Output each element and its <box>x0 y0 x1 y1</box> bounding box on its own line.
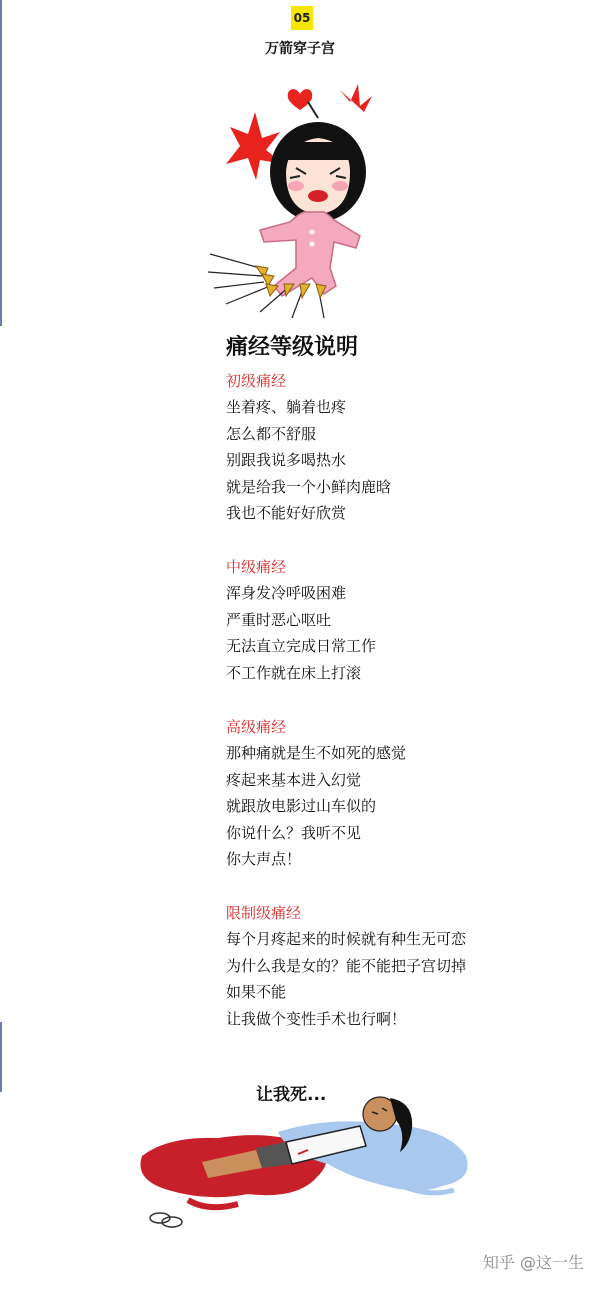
text-line: 就是给我一个小鲜肉鹿晗 <box>226 477 392 496</box>
section-number-badge: 05 <box>291 6 313 30</box>
section-level-1 <box>226 368 391 527</box>
section-heading: 高级痛经 <box>226 718 287 736</box>
text-line: 浑身发冷呼吸困难 <box>226 584 347 602</box>
text-line: 你说什么？我听不见 <box>226 823 362 842</box>
text-line: 坐着疼、躺着也疼 <box>226 398 347 416</box>
text-line: 不工作就在床上打滚 <box>226 663 362 682</box>
section-level-2 <box>226 554 376 686</box>
text-line: 就跟放电影过山车似的 <box>226 797 377 816</box>
watermark: 知乎 @这一生 <box>482 1253 584 1272</box>
text-line: 每个月疼起来的时候就有种生无可恋 <box>226 930 467 948</box>
text-line: 如果不能 <box>226 983 287 1002</box>
text-line: 怎么都不舒服 <box>226 424 317 443</box>
section-heading: 中级痛经 <box>226 558 287 576</box>
crying-girl-arrows-illustration <box>200 72 410 322</box>
text-line: 别跟我说多喝热水 <box>226 451 347 470</box>
text-line: 你大声点！ <box>226 850 302 869</box>
text-line: 为什么我是女的？能不能把子宫切掉 <box>226 956 467 975</box>
text-line: 让我做个变性手术也行啊！ <box>226 1009 407 1028</box>
section-heading: 初级痛经 <box>226 372 287 390</box>
chapter-title: 万箭穿子宫 <box>265 41 335 57</box>
text-line: 无法直立完成日常工作 <box>226 637 377 656</box>
text-line: 严重时恶心呕吐 <box>226 610 332 629</box>
section-level-4 <box>226 900 466 1032</box>
section-level-3 <box>226 714 406 873</box>
text-line: 疼起来基本进入幻觉 <box>226 770 362 789</box>
main-title: 痛经等级说明 <box>226 334 359 360</box>
text-line: 我也不能好好欣赏 <box>226 504 347 523</box>
text-line: 那种痛就是生不如死的感觉 <box>226 744 407 762</box>
bottom-caption: 让我死... <box>256 1085 327 1105</box>
section-heading: 限制级痛经 <box>226 904 302 922</box>
left-edge-line-lower <box>0 1022 2 1092</box>
